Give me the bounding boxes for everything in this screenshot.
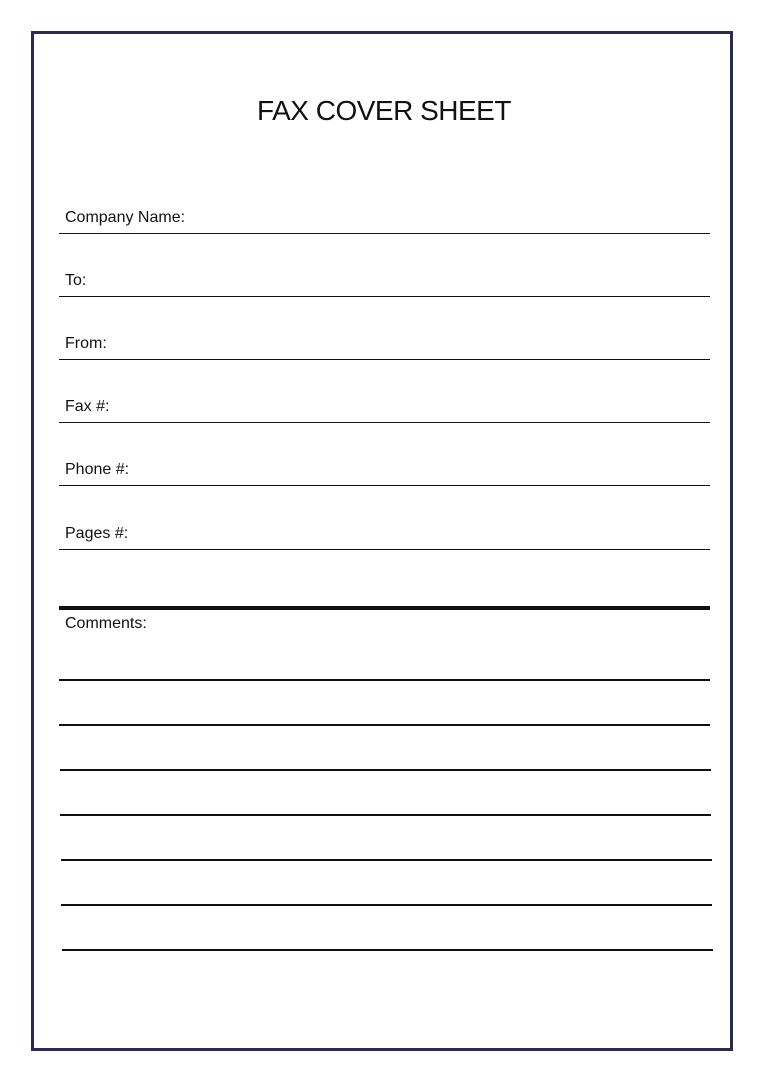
comment-line-3[interactable]: [60, 769, 711, 771]
comments-label: Comments:: [65, 615, 147, 632]
pages-number-label: Pages #:: [65, 525, 129, 542]
page-title: FAX COVER SHEET: [257, 95, 511, 126]
comment-line-1[interactable]: [59, 679, 710, 681]
company-name-label: Company Name:: [65, 209, 186, 226]
comment-line-2[interactable]: [59, 724, 710, 726]
company-name-field[interactable]: [59, 204, 710, 234]
from-field[interactable]: [59, 330, 710, 360]
comment-line-4[interactable]: [60, 814, 711, 816]
phone-number-field[interactable]: [59, 456, 710, 486]
to-field[interactable]: [59, 267, 710, 297]
from-label: From:: [65, 335, 107, 352]
section-divider: [59, 606, 710, 610]
phone-number-label: Phone #:: [65, 461, 130, 478]
comment-line-5[interactable]: [61, 859, 712, 861]
fax-number-field[interactable]: [59, 393, 710, 423]
pages-number-field[interactable]: [59, 520, 710, 550]
to-label: To:: [65, 272, 87, 289]
comment-line-6[interactable]: [61, 904, 712, 906]
comment-line-7[interactable]: [62, 949, 713, 951]
fax-number-label: Fax #:: [65, 398, 110, 415]
